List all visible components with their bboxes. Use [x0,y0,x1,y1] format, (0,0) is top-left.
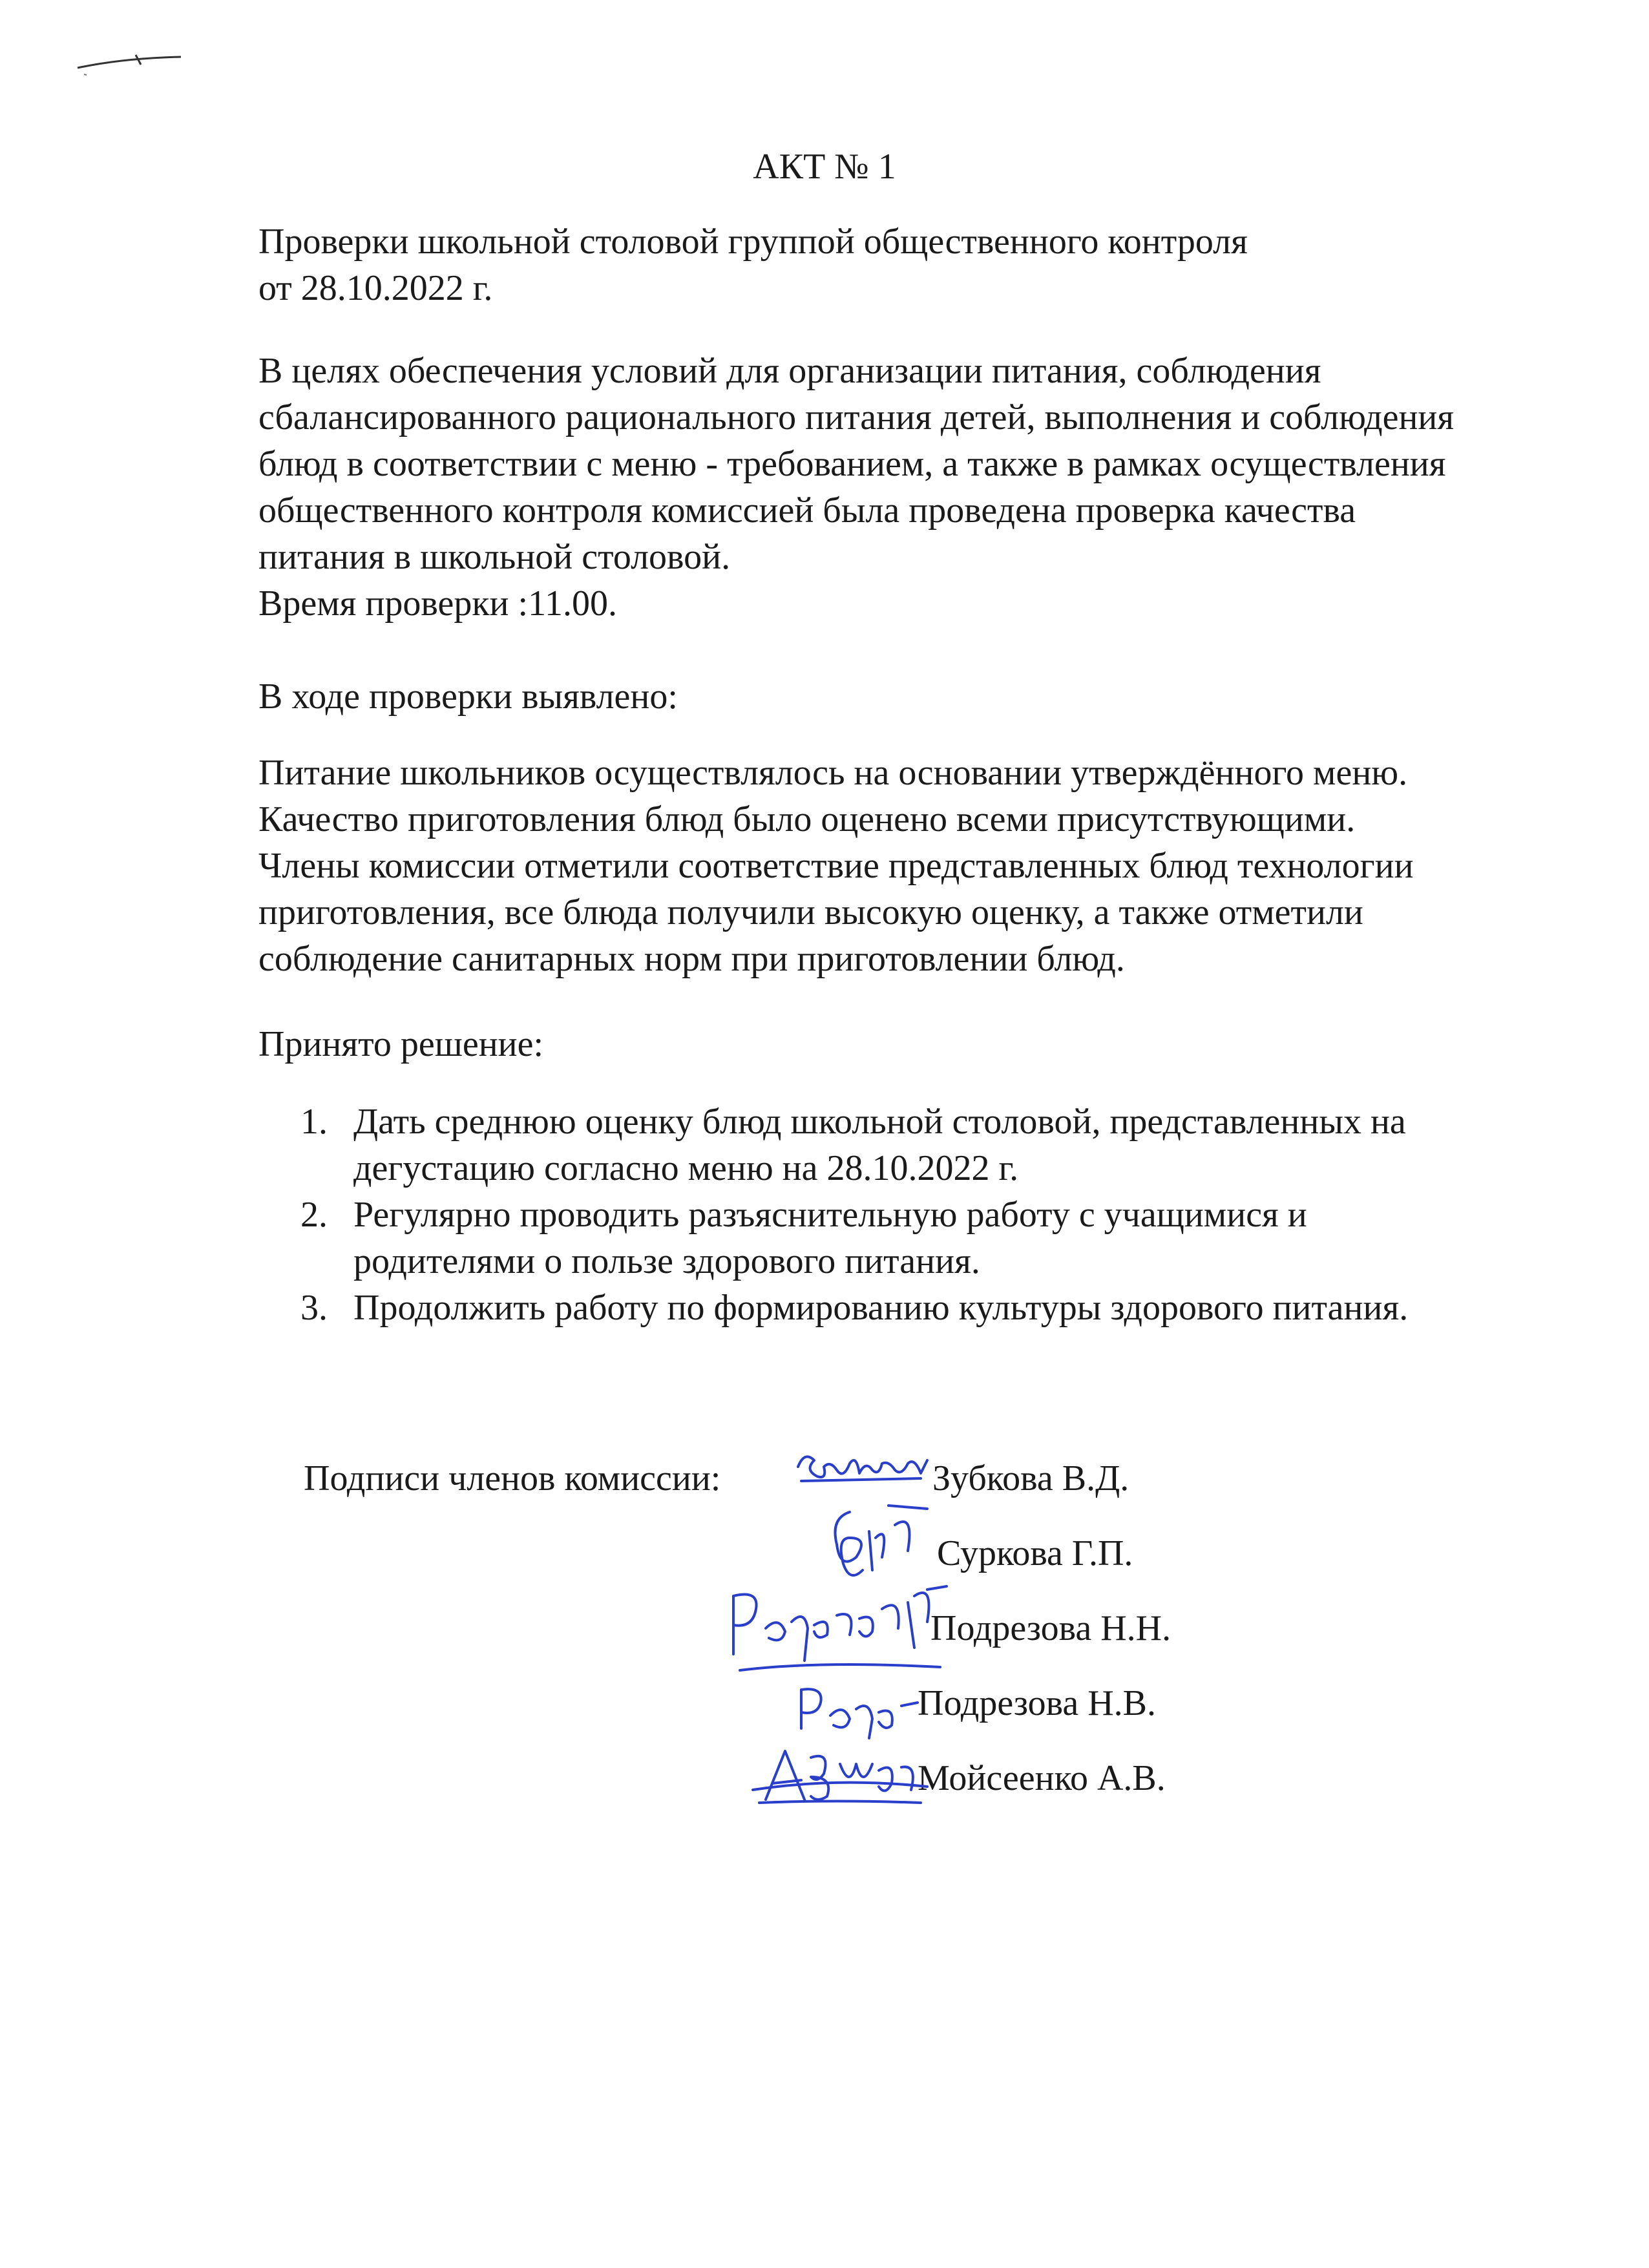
findings-paragraph [258,750,1551,982]
subject-line: Проверки школьной столовой группой общественного контроля [258,222,1248,262]
intro-line: питания в школьной столовой. [258,537,731,577]
decision-text: Регулярно проводить разъяснительную работу с учащимися и [353,1195,1307,1235]
pen-mark-icon [65,39,194,78]
signature-podrezova-nv [788,1670,930,1741]
findings-line: Члены комиссии отметили соответствие представленных блюд технологии [258,846,1414,886]
findings-line: соблюдение санитарных норм при приготовлении блюд. [258,939,1125,979]
signature-moiseenko [746,1738,934,1816]
decision-number: 2. [300,1195,328,1235]
intro-line: блюд в соответствии с меню - требованием, а также в рамках осуществления [258,444,1446,484]
decision-item [300,1098,1408,1192]
intro-line: сбалансированного рационального питания детей, выполнения и соблюдения [258,397,1455,437]
decision-text: Продолжить работу по формированию культуры здорового питания. [353,1288,1409,1328]
decision-text: дегустацию согласно меню на 28.10.2022 г. [353,1148,1019,1188]
member-name-podrezova-nn: Подрезова Н.Н. [930,1608,1171,1648]
decision-item [300,1285,1408,1331]
findings-heading-text: В ходе проверки выявлено: [258,677,678,717]
document-title: АКТ № 1 [753,147,896,187]
subject-block [258,218,1551,311]
findings-heading [258,673,1551,720]
decision-text: родителями о пользе здорового питания. [353,1241,980,1281]
decision-list [300,1098,1408,1331]
inspection-time: Время проверки :11.00. [258,583,617,624]
intro-line: В целях обеспечения условий для организации питания, соблюдения [258,351,1321,391]
decision-number: 1. [300,1102,328,1142]
member-name-podrezova-nv: Подрезова Н.В. [918,1683,1157,1723]
member-name-surkova: Суркова Г.П. [937,1533,1133,1573]
findings-line: Питание школьников осуществлялось на основании утверждённого меню. [258,753,1408,793]
decision-item [300,1192,1408,1285]
member-name-zubkova: Зубкова В.Д. [932,1458,1129,1498]
findings-line: Качество приготовления блюд было оценено всеми присутствующими. [258,799,1356,839]
signatures-caption: Подписи членов комиссии: [304,1458,721,1498]
signature-podrezova-nn [720,1570,953,1680]
decision-number: 3. [300,1288,328,1328]
decision-heading [258,1021,1551,1067]
intro-paragraph [258,348,1551,627]
signature-zubkova [792,1441,940,1499]
findings-line: приготовления, все блюда получили высокую оценку, а также отметили [258,892,1363,932]
subject-date: от 28.10.2022 г. [258,268,493,308]
member-name-moiseenko: Мойсеенко А.В. [918,1758,1166,1798]
decision-text: Дать среднюю оценку блюд школьной столовой, представленных на [353,1102,1406,1142]
intro-line: общественного контроля комиссией была проведена проверка качества [258,490,1356,530]
decision-heading-text: Принято решение: [258,1024,544,1064]
